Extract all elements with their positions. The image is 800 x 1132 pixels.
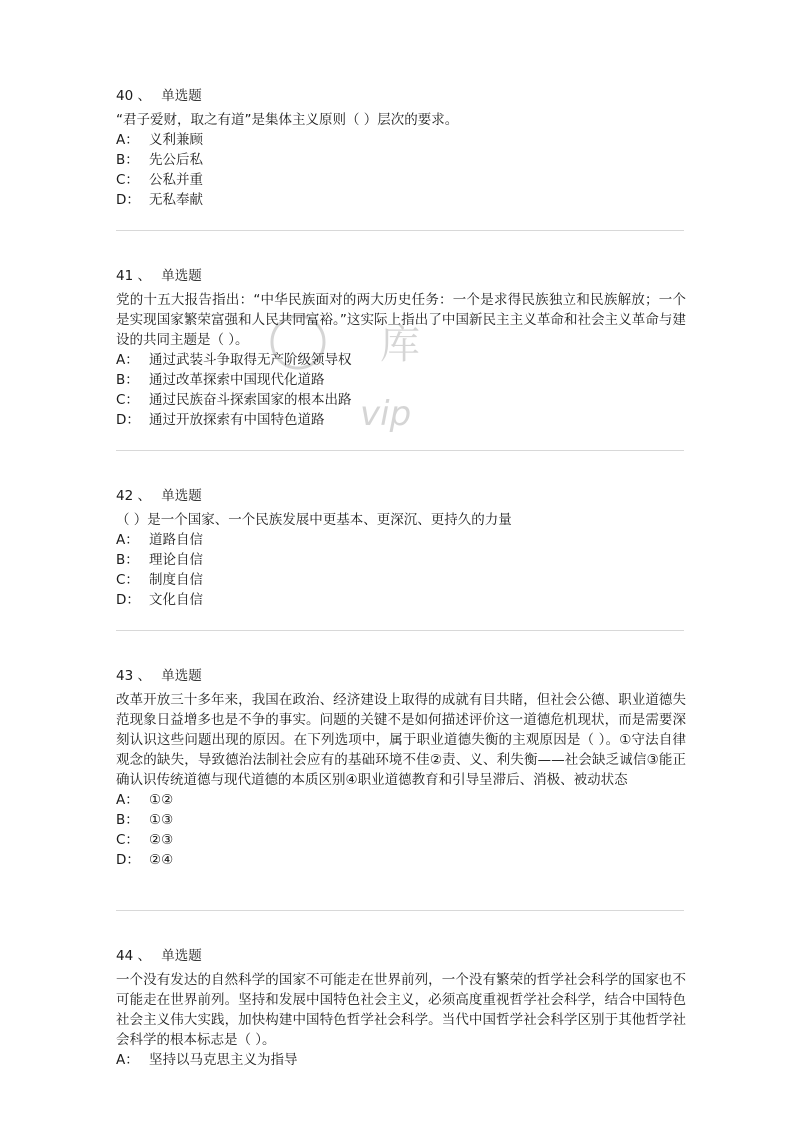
option-letter: B： — [116, 372, 139, 388]
option-text: 通过民族奋斗探索国家的根本出路 — [149, 392, 352, 408]
question-type: 单选题 — [161, 488, 202, 504]
question-header — [116, 666, 686, 686]
option-text: ①② — [149, 792, 174, 808]
option-text: 通过开放探索有中国特色道路 — [149, 412, 325, 428]
option-letter: B： — [116, 552, 139, 568]
question-header — [116, 946, 686, 966]
option-text: 道路自信 — [149, 532, 203, 548]
option-d — [116, 850, 686, 870]
option-c — [116, 570, 686, 590]
option-letter: A： — [116, 792, 139, 808]
question-44 — [116, 946, 686, 1070]
question-header — [116, 266, 686, 286]
option-text: 通过武装斗争取得无产阶级领导权 — [149, 352, 352, 368]
question-number: 44 、 — [116, 948, 151, 964]
option-letter: C： — [116, 832, 139, 848]
question-type: 单选题 — [161, 88, 202, 104]
option-letter: B： — [116, 152, 139, 168]
question-number: 41 、 — [116, 268, 151, 284]
question-header — [116, 486, 686, 506]
option-letter: D： — [116, 192, 140, 208]
option-letter: C： — [116, 172, 139, 188]
option-d — [116, 410, 686, 430]
question-divider — [116, 630, 684, 631]
option-text: 先公后私 — [149, 152, 203, 168]
option-b — [116, 370, 686, 390]
watermark-text-bottom: vip — [360, 394, 412, 434]
option-a — [116, 350, 686, 370]
option-text: 通过改革探索中国现代化道路 — [149, 372, 325, 388]
question-type: 单选题 — [161, 268, 202, 284]
option-text: 制度自信 — [149, 572, 203, 588]
option-letter: A： — [116, 132, 139, 148]
question-number: 43 、 — [116, 668, 151, 684]
option-d — [116, 590, 686, 610]
option-text: 坚持以马克思主义为指导 — [149, 1052, 298, 1068]
question-divider — [116, 450, 684, 451]
question-stem: “君子爱财，取之有道”是集体主义原则（ ）层次的要求。 — [116, 112, 459, 128]
question-stem: 一个没有发达的自然科学的国家不可能走在世界前列，一个没有繁荣的哲学社会科学的国家也不可能走在世界前列。坚持和发展中国特色社会主义，必须高度重视哲学社会科学，结合中国特色社会主义伟大实践，加快构建中国特色哲学社会科学。当代中国哲学社会科学区别于其他哲学社会科学的根本标志是（ ）。 — [116, 972, 686, 1048]
question-header — [116, 86, 686, 106]
option-text: ②③ — [149, 832, 174, 848]
question-40 — [116, 86, 686, 210]
question-divider — [116, 230, 684, 231]
option-letter: C： — [116, 392, 139, 408]
question-number: 42 、 — [116, 488, 151, 504]
option-c — [116, 390, 686, 410]
option-text: 义利兼顾 — [149, 132, 203, 148]
question-divider — [116, 910, 684, 911]
option-letter: A： — [116, 352, 139, 368]
watermark-text-top: 库 — [380, 322, 420, 368]
option-b — [116, 150, 686, 170]
option-letter: C： — [116, 572, 139, 588]
option-b — [116, 810, 686, 830]
question-number: 40 、 — [116, 88, 151, 104]
option-a — [116, 530, 686, 550]
option-text: ①③ — [149, 812, 174, 828]
option-letter: B： — [116, 812, 139, 828]
option-letter: D： — [116, 852, 140, 868]
option-letter: D： — [116, 592, 140, 608]
option-letter: A： — [116, 1052, 139, 1068]
question-type: 单选题 — [161, 948, 202, 964]
option-text: 无私奉献 — [149, 192, 203, 208]
option-text: 文化自信 — [149, 592, 203, 608]
question-43 — [116, 666, 686, 870]
question-stem: 改革开放三十多年来，我国在政治、经济建设上取得的成就有目共睹，但社会公德、职业道德失范现象日益增多也是不争的事实。问题的关键不是如何描述评价这一道德危机现状，而是需要深刻认识这些问题出现的原因。在下列选项中，属于职业道德失衡的主观原因是（ ）。①守法自律观念的缺失，导致德治法制社会应有的基础环境不佳②责、义、利失衡——社会缺乏诚信③能正确认识传统道德与现代道德的本质区别④职业道德教育和引导呈滞后、消极、被动状态 — [116, 692, 686, 788]
question-41 — [116, 266, 686, 430]
option-a — [116, 790, 686, 810]
option-d — [116, 190, 686, 210]
option-text: 理论自信 — [149, 552, 203, 568]
option-text: 公私并重 — [149, 172, 203, 188]
option-c — [116, 830, 686, 850]
question-42 — [116, 486, 686, 610]
option-b — [116, 550, 686, 570]
question-stem: 党的十五大报告指出：“中华民族面对的两大历史任务：一个是求得民族独立和民族解放；一个是实现国家繁荣富强和人民共同富裕。”这实际上指出了中国新民主主义革命和社会主义革命与建设的共同主题是（ ）。 — [116, 292, 686, 348]
option-letter: A： — [116, 532, 139, 548]
option-text: ②④ — [149, 852, 174, 868]
option-a — [116, 1050, 686, 1070]
option-a — [116, 130, 686, 150]
option-c — [116, 170, 686, 190]
question-type: 单选题 — [161, 668, 202, 684]
option-letter: D： — [116, 412, 140, 428]
question-stem: （ ）是一个国家、一个民族发展中更基本、更深沉、更持久的力量 — [116, 512, 512, 528]
